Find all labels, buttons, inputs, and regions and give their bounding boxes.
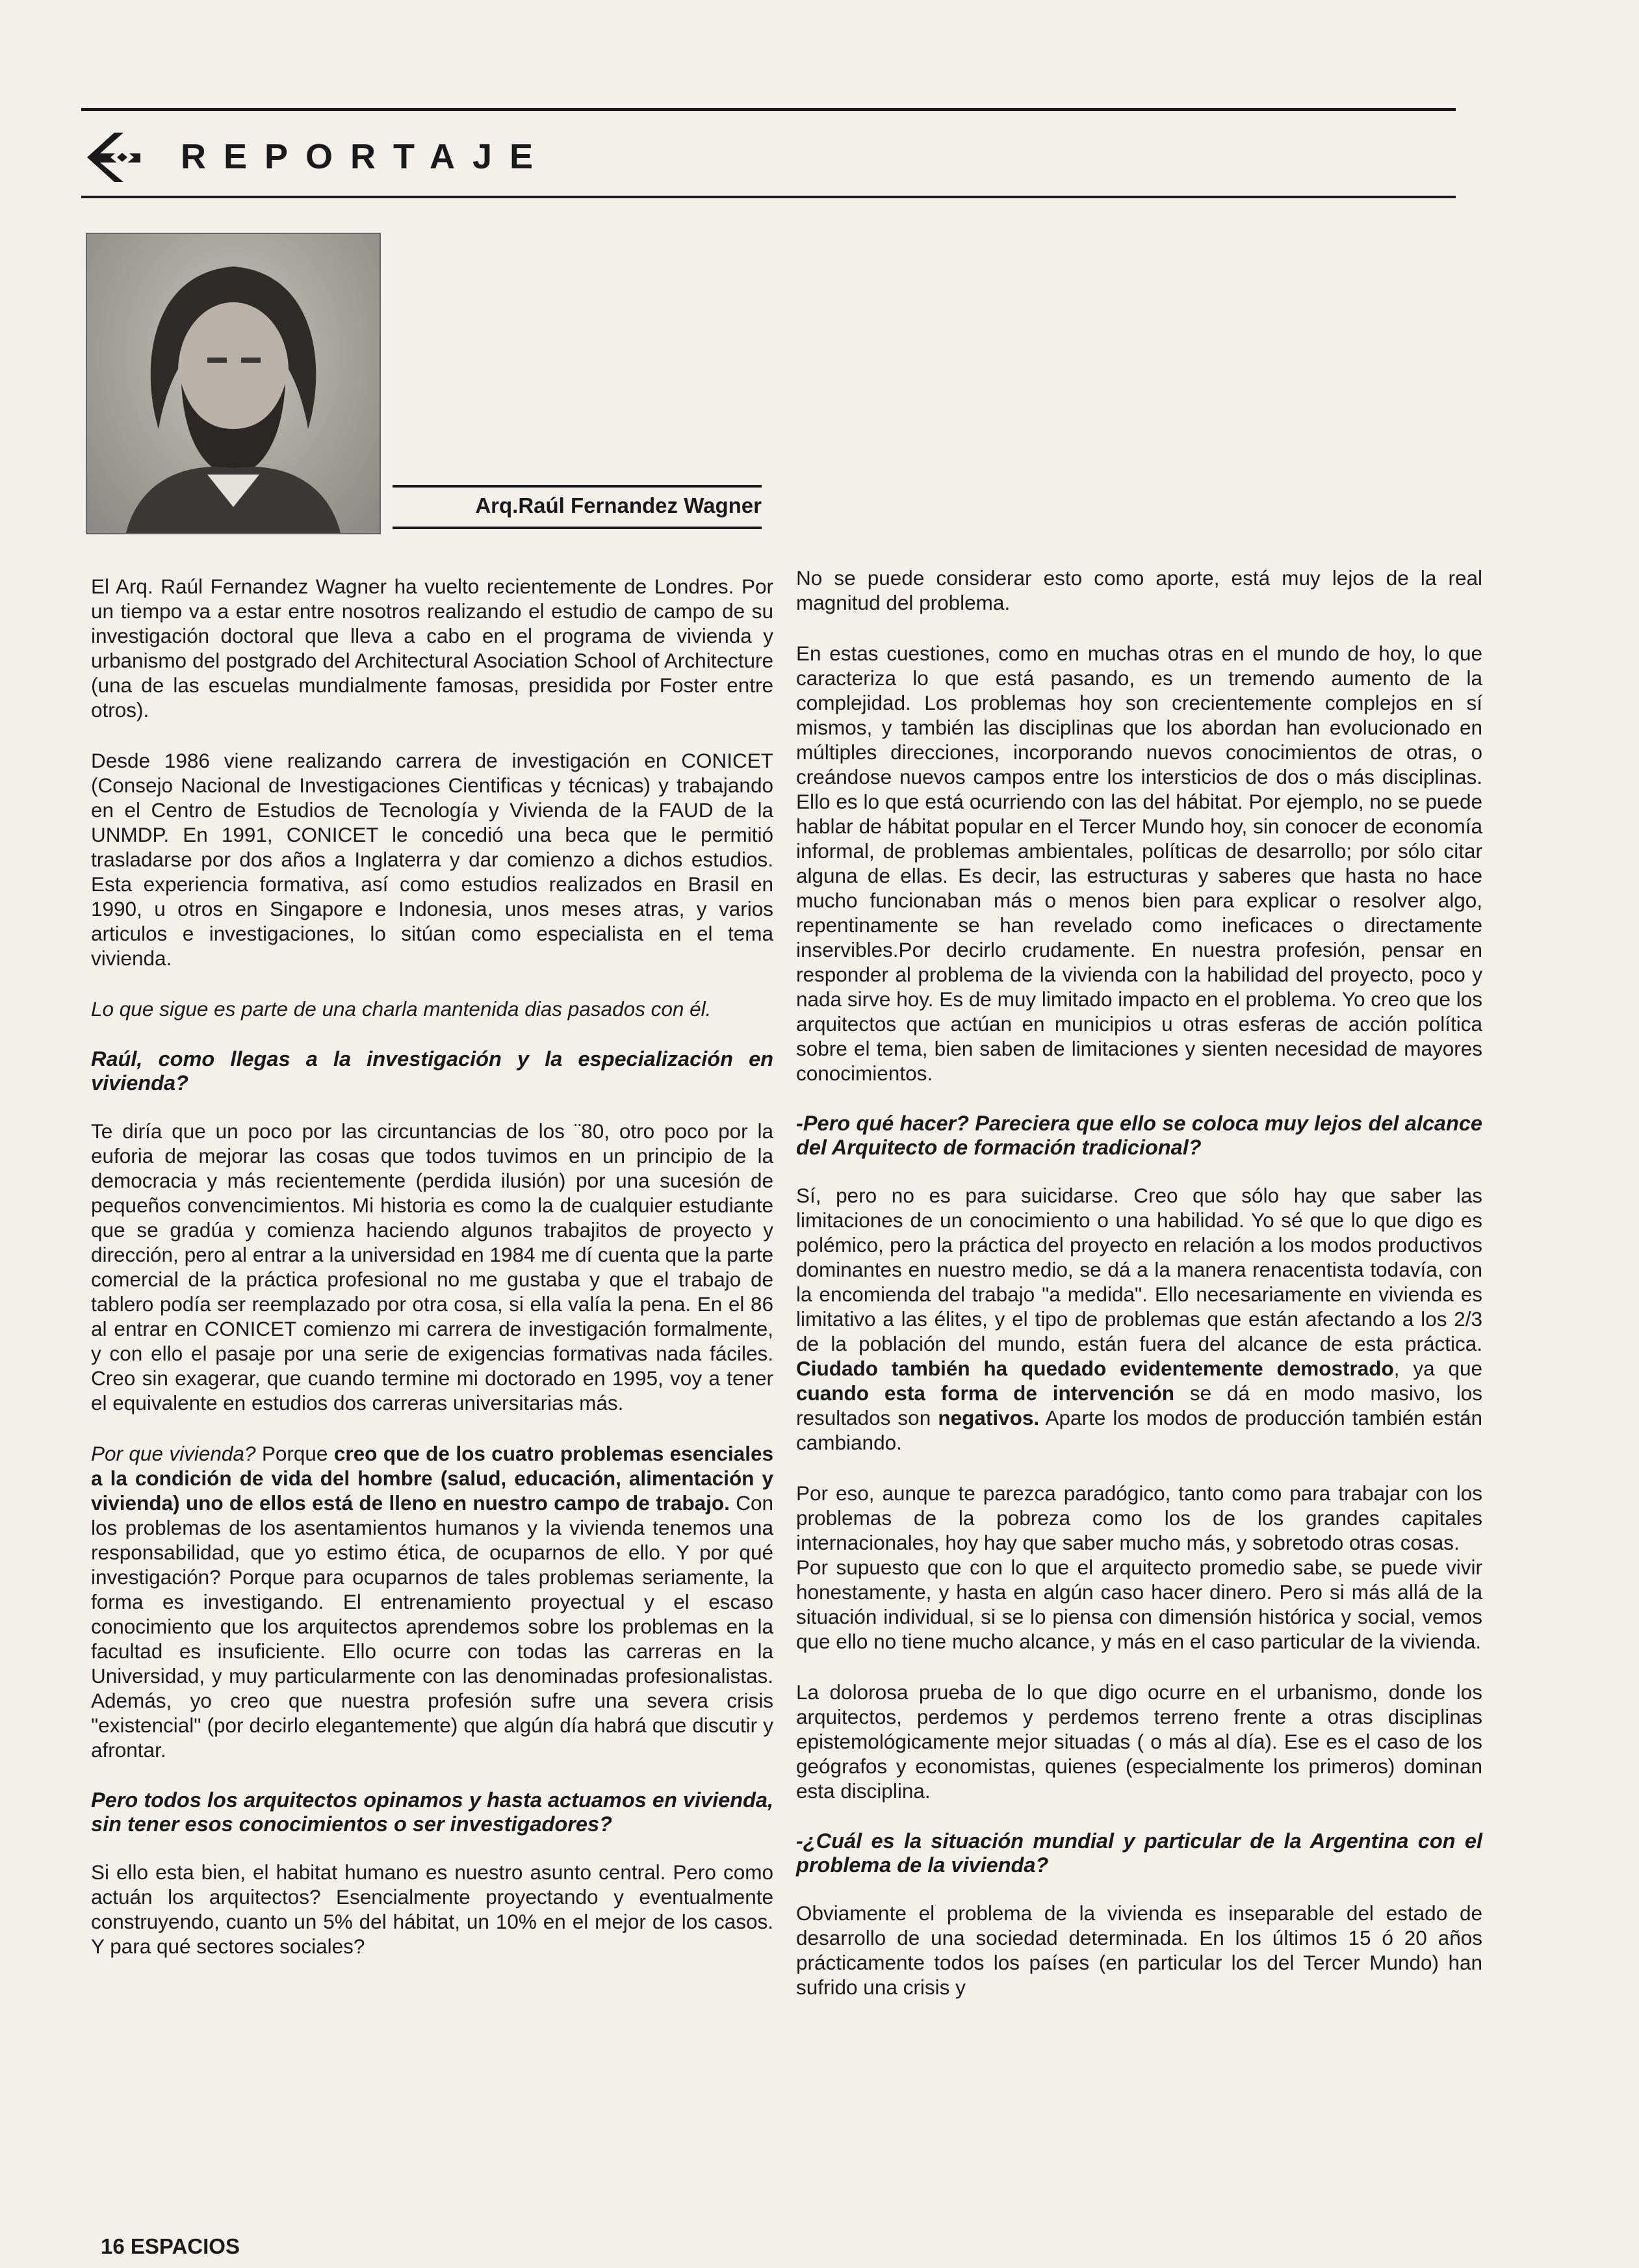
section-title: REPORTAJE	[181, 137, 551, 176]
interview-question: -Pero qué hacer? Pareciera que ello se coloca muy lejos del alcance del Arquitecto de formación tradicional?	[796, 1112, 1482, 1159]
text-span: se dá en modo masivo, los resultados son	[796, 1381, 1482, 1429]
paragraph: Te diría que un poco por las circuntancias de los ¨80, otro poco por la euforia de mejorar las cosas que todos tuvimos en un principio de la democracia y más recientemente (perdida ilusión) por una sucesión de pequeños convencimientos. Mi historia es como la de cualquier estudiante que se gradúa y comienza haciendo algunos trabajitos de proyecto y dirección, pero al entrar a la universidad en 1984 me dí cuenta que la parte comercial de la práctica profesional no me gustaba y que el trabajo de tablero podía ser reemplazado por otra cosa, si ella valía la pena. En el 86 al entrar en CONICET comienzo mi carrera de investigación formalmente, y con ello el pasaje por una serie de exigencias formativas nada fáciles. Creo sin exagerar, que cuando termine mi doctorado en 1995, voy a tener el equivalente en estudios dos carreras universitarias más.	[91, 1119, 773, 1414]
paragraph: Si ello esta bien, el habitat humano es nuestro asunto central. Pero como actuán los arquitectos? Esencialmente proyectando y eventualmente construyendo, cuanto un 5% del hábitat, un 10% en el mejor de los casos. Y para qué sectores sociales?	[91, 1860, 773, 1958]
text-span: , ya que	[1393, 1357, 1482, 1380]
interview-question: Raúl, como llegas a la investigación y la especialización en vivienda?	[91, 1047, 773, 1095]
text-span: Sí, pero no es para suicidarse. Creo que sólo hay que saber las limitaciones de un conocimiento o una habilidad. Yo sé que lo que digo es polémico, pero la práctica del proyecto en relación a los modos productivos dominantes en nuestro medio, se dá a la manera renacentista todavía, con la encomienda del trabajo "a medida". Ello necesariamente en vivienda es limitativo a las élites, y el tipo de problemas que están afectando a los 2/3 de la población del mundo, están fuera del alcance de esta práctica.	[796, 1184, 1482, 1355]
photo-caption: Arq.Raúl Fernandez Wagner	[475, 493, 762, 517]
emphasis-text: Ciudado también ha quedado evidentemente demostrado	[796, 1357, 1394, 1380]
interview-question: Pero todos los arquitectos opinamos y hasta actuamos en vivienda, sin tener esos conocimientos o ser investigadores?	[91, 1788, 773, 1836]
emphasis-text: cuando esta forma de intervención	[796, 1381, 1174, 1405]
text-span: Con los problemas de los asentamientos humanos y la vivienda tenemos una responsabilidad, que yo estimo ética, de ocuparnos de ello. Y por qué investigación? Porque para ocuparnos de tales problemas seriamente, la forma es investigando. El entrenamiento proyectual y el escaso conocimiento que los arquitectos aprendemos sobre los problemas en la facultad es insuficiente. Ello ocurre con todas las carreras en la Universidad, y muy particularmente con las denominadas profesionalistas. Además, yo creo que nuestra profesión sufre una severa crisis "existencial" (por decirlo elegantemente) que algún día habrá que discutir y afrontar.	[91, 1491, 773, 1762]
left-column	[91, 574, 773, 1959]
emphasis-text: creo que de los cuatro problemas esenciales a la condición de vida del hombre (salud, educación, alimentación y vivienda) uno de ellos está de lleno en nuestro campo de trabajo.	[91, 1442, 773, 1515]
paragraph: Obviamente el problema de la vivienda es inseparable del estado de desarrollo de una sociedad determinada. En los últimos 15 ó 20 años prácticamente todos los países (en particular los del Tercer Mundo) han sufrido una crisis y	[796, 1901, 1482, 1999]
caption-rule-top	[393, 485, 762, 488]
header-rule-top	[81, 108, 1456, 111]
interview-question: -¿Cuál es la situación mundial y particular de la Argentina con el problema de la vivienda?	[796, 1829, 1482, 1877]
text-span: Aparte los modos de producción también están cambiando.	[796, 1406, 1482, 1454]
paragraph	[91, 1441, 773, 1762]
header-rule-bottom	[81, 196, 1456, 198]
page-footer: 16 ESPACIOS	[101, 2234, 240, 2258]
magazine-logo-icon	[84, 130, 143, 185]
paragraph	[796, 1183, 1482, 1455]
emphasis-text: negativos.	[938, 1406, 1040, 1429]
intro-paragraph: Lo que sigue es parte de una charla mantenida dias pasados con él.	[91, 997, 712, 1021]
inline-question: Por que vivienda?	[91, 1442, 256, 1465]
text-span: Porque	[255, 1442, 334, 1465]
paragraph: Desde 1986 viene realizando carrera de investigación en CONICET (Consejo Nacional de Investigaciones Cientificas y técnicas) y trabajando en el Centro de Estudios de Tecnología y Vivienda de la FAUD de la UNMDP. En 1991, CONICET le concedió una beca que le permitió trasladarse por dos años a Inglaterra y dar comienzo a dichos estudios. Esta experiencia formativa, así como estudios realizados en Brasil en 1990, u otros en Singapore e Indonesia, unos meses atras, y varios articulos e investigaciones, lo sitúan como especialista en el tema vivienda.	[91, 749, 773, 970]
paragraph: La dolorosa prueba de lo que digo ocurre en el urbanismo, donde los arquitectos, perdemos y perdemos terreno frente a otras disciplinas epistemológicamente mejor situadas ( o más al día). Ese es el caso de los geógrafos y economistas, quienes (especialmente los primeros) dominan esta disciplina.	[796, 1680, 1482, 1803]
right-column	[796, 566, 1482, 2000]
paragraph: En estas cuestiones, como en muchas otras en el mundo de hoy, lo que caracteriza lo que está pasando, es un tremendo aumento de la complejidad. Los problemas hoy son crecientemente complejos en sí mismos, y también las disciplinas que los abordan han evolucionado en múltiples direcciones, incorporando nuevos conocimientos de otras, o creándose nuevos campos entre los intersticios de dos o más disciplinas. Ello es lo que está ocurriendo con las del hábitat. Por ejemplo, no se puede hablar de hábitat popular en el Tercer Mundo hoy, sin conocer de economía informal, de problemas ambientales, políticas de desarrollo; por sólo citar alguna de ellas. Es decir, las estructuras y saberes que hasta no hace mucho funcionaban más o menos bien para explicar o resolver algo, repentinamente se han revelado como ineficaces o directamente inservibles.Por decirlo crudamente. En nuestra profesión, pensar en responder al problema de la vivienda con la habilidad del proyecto, poco y nada sirve hoy. Es de muy limitado impacto en el problema. Yo creo que los arquitectos que actúan en municipios u otras esferas de acción política sobre el tema, bien saben de limitaciones y sienten necesidad de mayores conocimientos.	[796, 642, 1482, 1085]
caption-rule-bottom	[393, 527, 762, 529]
paragraph: El Arq. Raúl Fernandez Wagner ha vuelto recientemente de Londres. Por un tiempo va a estar entre nosotros realizando el estudio de campo de su investigación doctoral que lleva a cabo en el programa de vivienda y urbanismo del postgrado del Architectural Asociation School of Architecture (una de las escuelas mundialmente famosas, presidida por Foster entre otros).	[91, 575, 773, 722]
paragraph: Por eso, aunque te parezca paradógico, tanto como para trabajar con los problemas de la pobreza como los de los grandes capitales internacionales, hoy hay que saber mucho más, y sobretodo otras cosas.	[796, 1481, 1482, 1554]
author-portrait-photo	[86, 233, 381, 534]
paragraph: Por supuesto que con lo que el arquitecto promedio sabe, se puede vivir honestamente, y hasta en algún caso hacer dinero. Pero si más allá de la situación individual, si se lo piensa con dimensión histórica y social, vemos que ello no tiene mucho alcance, y más en el caso particular de la vivienda.	[796, 1556, 1482, 1653]
paragraph: No se puede considerar esto como aporte, está muy lejos de la real magnitud del problema.	[796, 566, 1482, 614]
